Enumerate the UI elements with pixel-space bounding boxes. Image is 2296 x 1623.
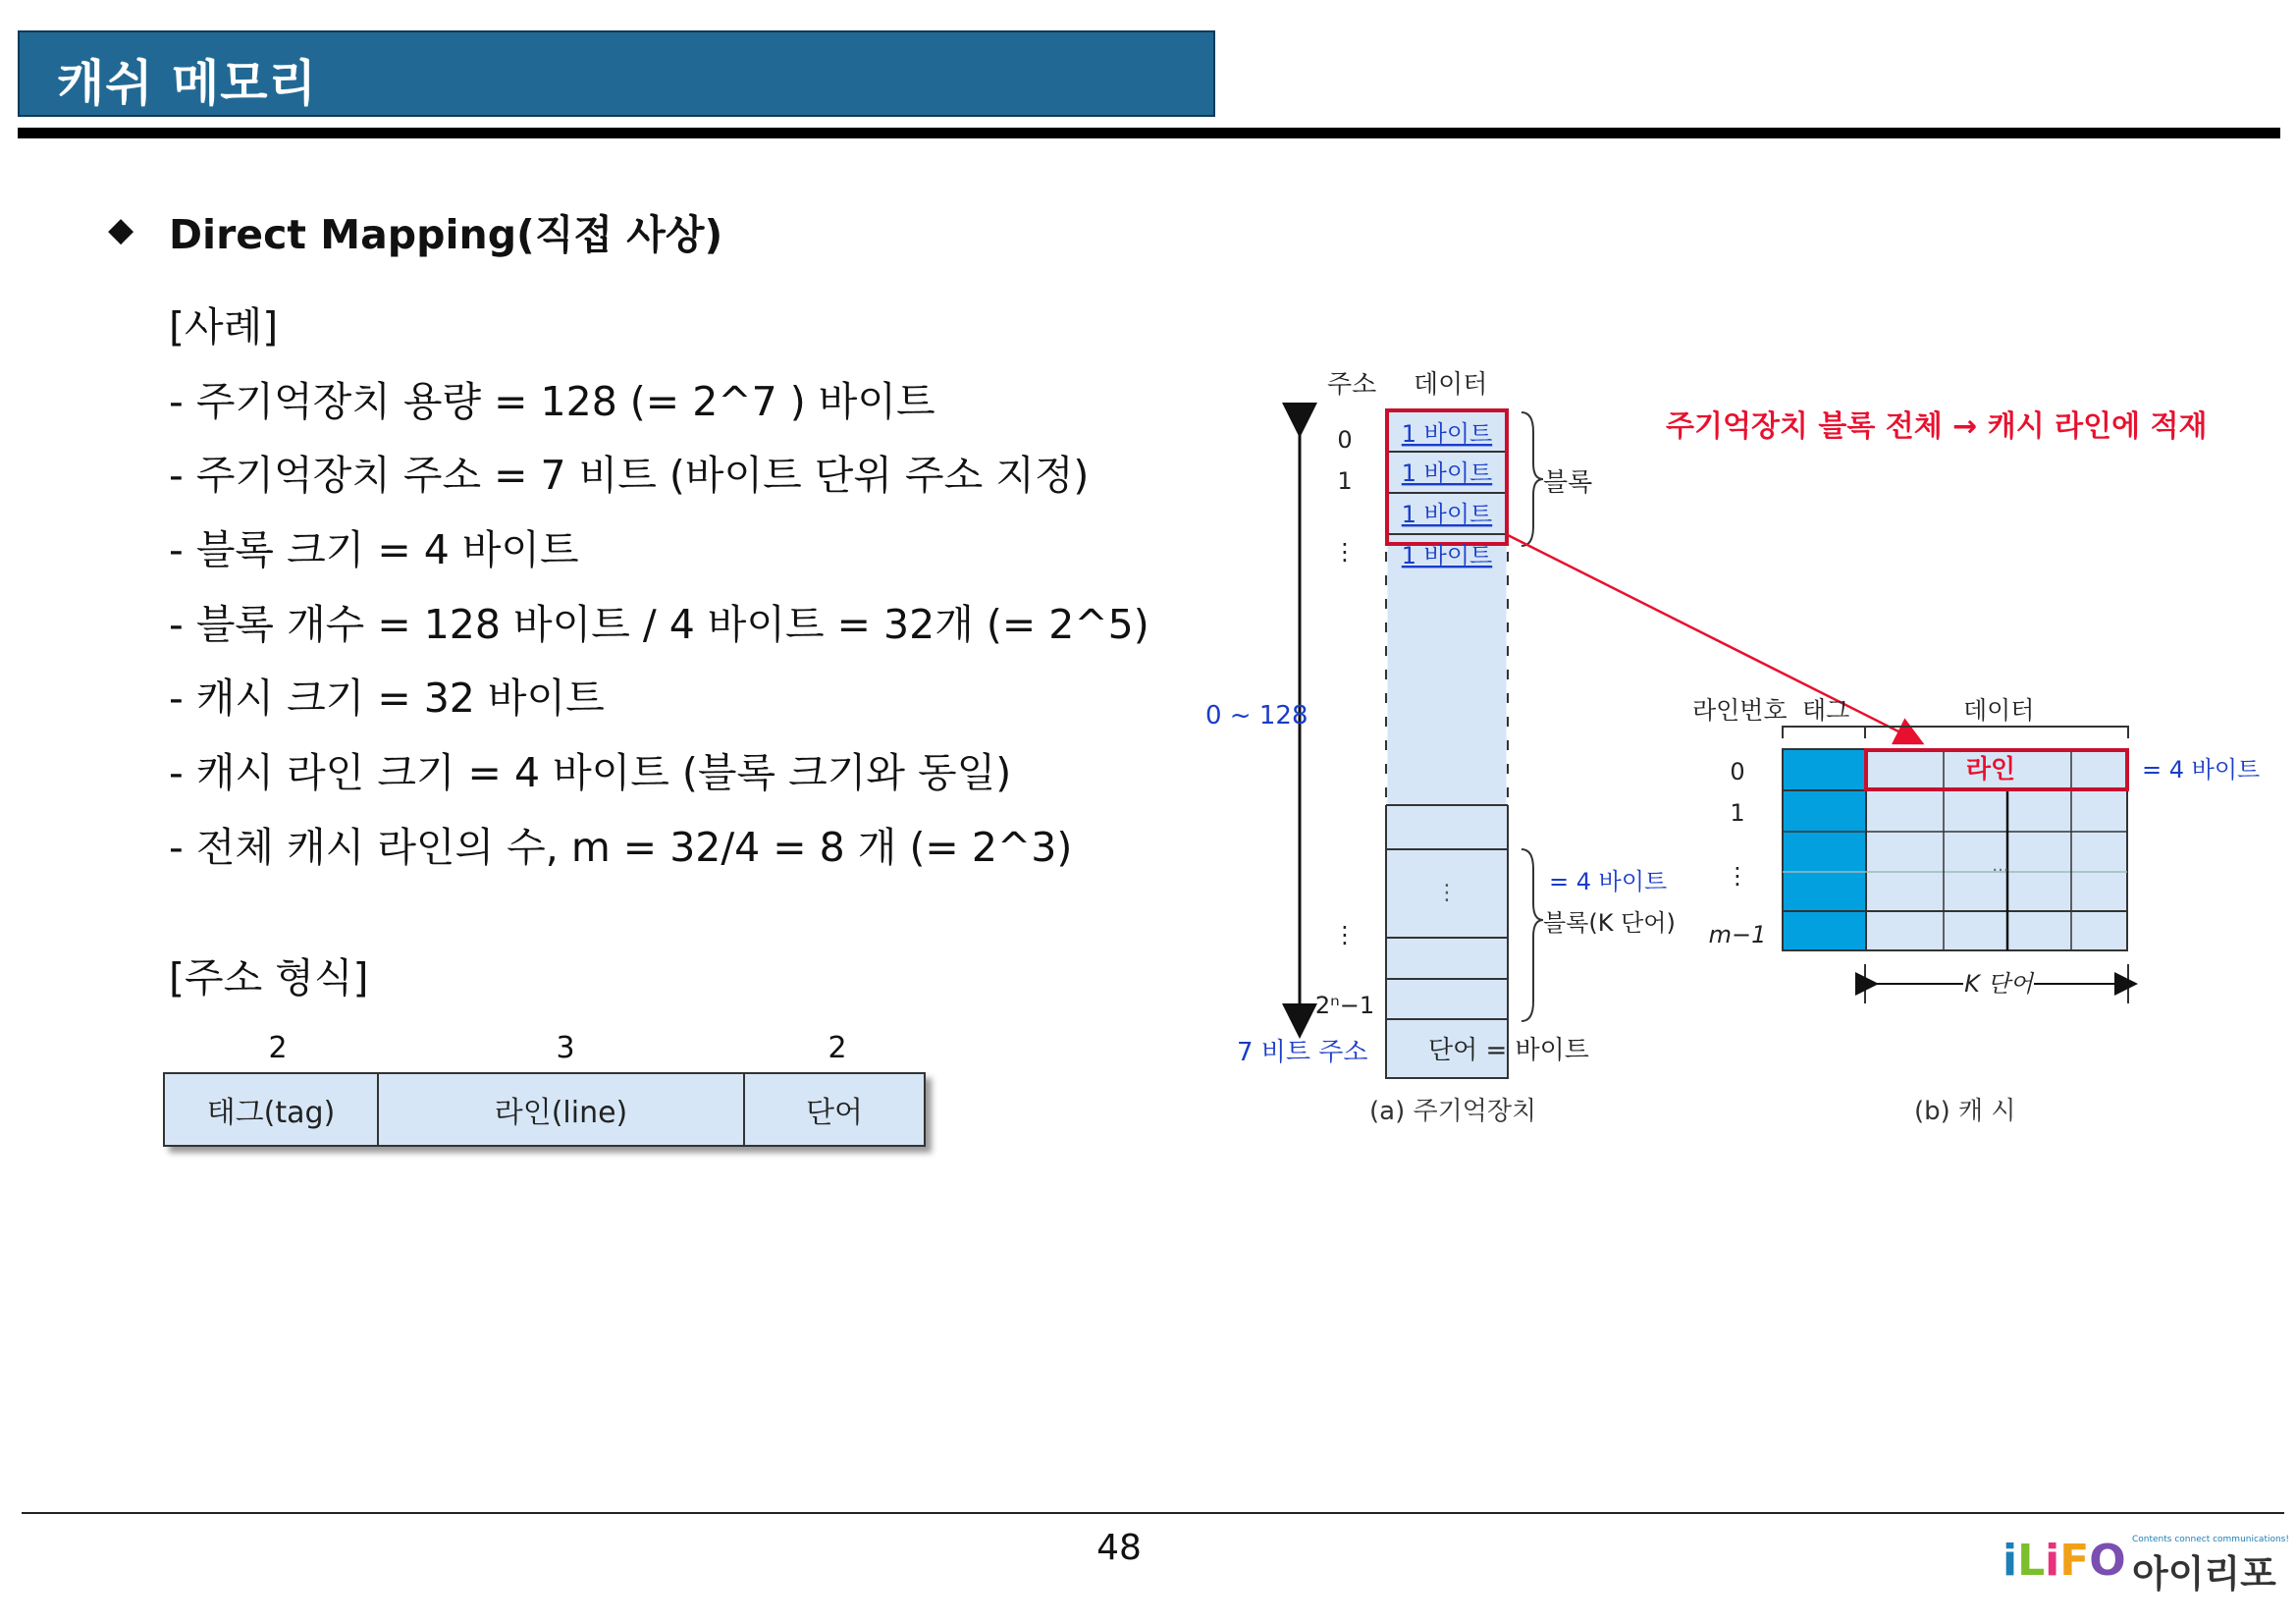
block-k-label: 블록(K 단어) [1543, 909, 1676, 937]
address-format-table [163, 1072, 926, 1147]
k-words-label: K 단어 [1964, 970, 2033, 998]
cache-mapping-diagram [1178, 353, 2268, 1139]
logo-tagline: Contents connect communications! [2132, 1535, 2289, 1544]
word-field: 단어 [743, 1074, 924, 1145]
cache-ellipsis: ··· [1992, 860, 2009, 881]
spec-line: - 주기억장치 용량 = 128 (= 2^7 ) 바이트 [169, 378, 935, 425]
mm-row-address: ⋮ [1333, 921, 1357, 948]
word-equals-byte-label: 단어 = 바이트 [1428, 1036, 1589, 1065]
cache-row-number: m−1 [1708, 921, 1767, 948]
page-number: 48 [1096, 1528, 1142, 1568]
cache-tag-column [1783, 749, 1866, 950]
word-bit-count: 2 [828, 1031, 847, 1065]
logo-korean-text: 아이리포 [2132, 1552, 2276, 1596]
mm-data-header: 데이터 [1414, 370, 1488, 400]
mm-row-address: 0 [1337, 426, 1353, 454]
spec-line: - 전체 캐시 라인의 수, m = 32/4 = 8 개 (= 2^3) [169, 824, 1073, 871]
footer-rule [22, 1512, 2284, 1514]
svg-text:⋮: ⋮ [1436, 881, 1458, 905]
byte-cell: 1 바이트 [1401, 460, 1493, 487]
title-bar [18, 30, 1215, 117]
cache-row-number: ⋮ [1726, 862, 1749, 890]
cache-row-number: 0 [1730, 758, 1745, 785]
title-rule [18, 128, 2280, 138]
byte-cell: 1 바이트 [1401, 542, 1493, 569]
diamond-bullet-icon: ◆ [108, 210, 134, 249]
company-logo: iLiFO [2002, 1536, 2126, 1586]
line-bit-count: 3 [556, 1031, 575, 1065]
cache-caption: (b) 캐 시 [1914, 1097, 2016, 1126]
mm-row-address: 1 [1337, 467, 1353, 495]
example-label: [사례] [169, 303, 279, 351]
cache-row-number: 1 [1730, 799, 1745, 827]
mm-row-address: ⋮ [1333, 538, 1357, 566]
main-memory-caption: (a) 주기억장치 [1369, 1097, 1537, 1126]
address-range: 0 ~ 128 [1205, 701, 1308, 730]
spec-line: - 캐시 라인 크기 = 4 바이트 (블록 크기와 동일) [169, 749, 1012, 796]
cache-line-size-label: = 4 바이트 [2142, 756, 2261, 784]
cache-tag-header: 태그 [1802, 696, 1850, 725]
block-size-label: = 4 바이트 [1549, 868, 1668, 895]
cache-line-cell: 라인 [1965, 755, 2016, 784]
page-title: 캐쉬 메모리 [57, 55, 317, 112]
address-format-label: [주소 형식] [169, 954, 369, 1001]
spec-line: - 블록 개수 = 128 바이트 / 4 바이트 = 32개 (= 2^5) [169, 601, 1149, 648]
mapping-annotation: 주기억장치 블록 전체 → 캐시 라인에 적재 [1666, 409, 2208, 444]
mm-last-address: 2ⁿ−1 [1314, 992, 1375, 1019]
address-bits-label: 7 비트 주소 [1237, 1038, 1368, 1067]
byte-cell: 1 바이트 [1401, 501, 1493, 528]
line-field: 라인(line) [377, 1074, 743, 1145]
tag-bit-count: 2 [268, 1031, 288, 1065]
tag-field: 태그(tag) [206, 1096, 336, 1130]
cache-line-number-header: 라인번호 [1692, 696, 1788, 725]
byte-cell: 1 바이트 [1401, 420, 1493, 448]
spec-line: - 주기억장치 주소 = 7 비트 (바이트 단위 주소 지정) [169, 452, 1090, 499]
cache-data-header: 데이터 [1963, 696, 2035, 725]
spec-line: - 블록 크기 = 4 바이트 [169, 526, 579, 573]
block-label: 블록 [1543, 468, 1593, 498]
mm-address-header: 주소 [1327, 370, 1377, 400]
spec-line: - 캐시 크기 = 32 바이트 [169, 675, 605, 722]
section-heading: Direct Mapping(직접 사상) [169, 211, 723, 258]
